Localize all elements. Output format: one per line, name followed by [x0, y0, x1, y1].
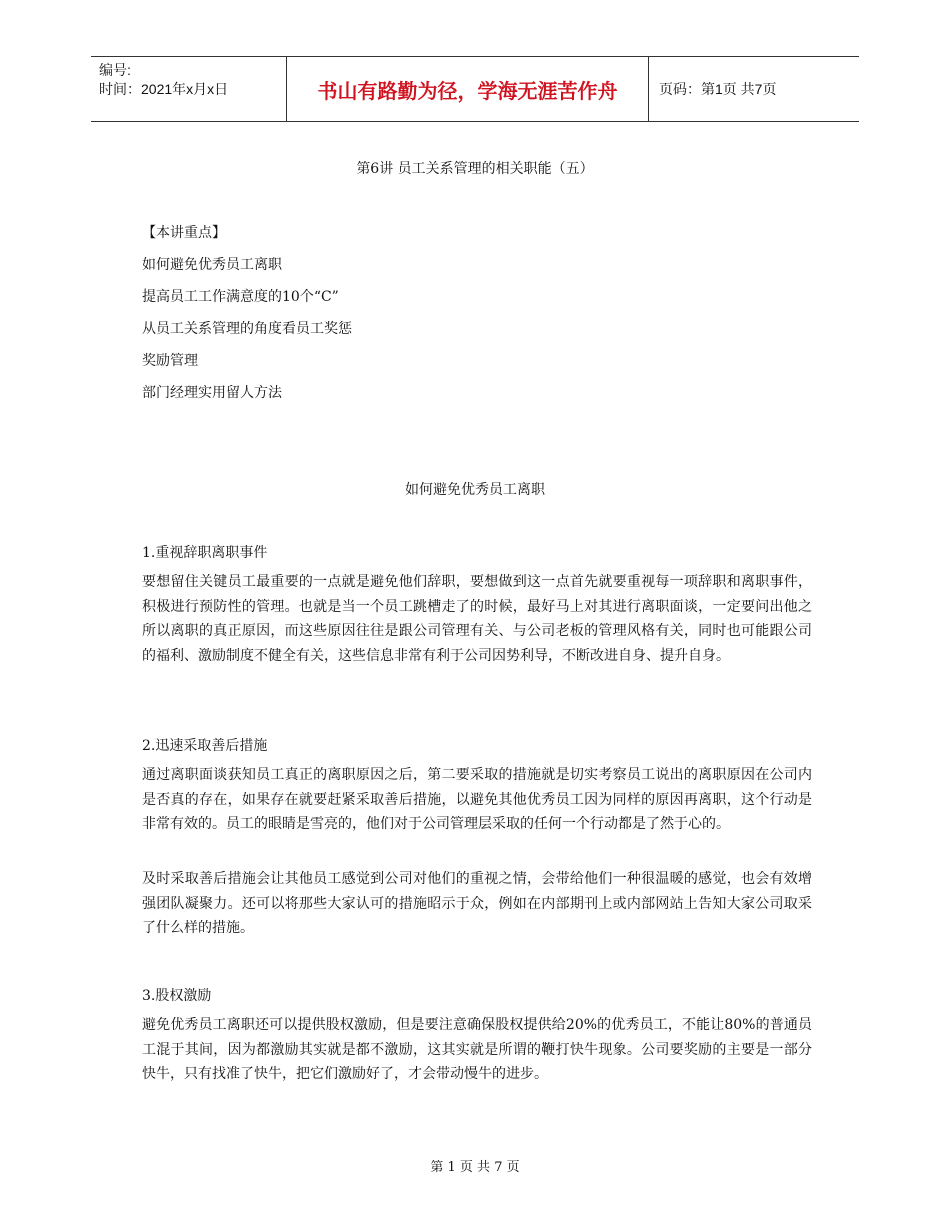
key-point-item: 提高员工工作满意度的10个“C”: [142, 289, 339, 305]
section-paragraph: 要想留住关键员工最重要的一点就是避免他们辞职，要想做到这一点首先就要重视每一项辞职和离职事件，积极进行预防性的管理。也就是当一个员工跳槽走了的时候，最好马上对其进行离职面谈，一定要问出他之所以离职的真正原因，而这些原因往往是跟公司管理有关、与公司老板的管理风格有关，同时也可能跟公司的福利、激励制度不健全有关，这些信息非常有利于公司因势利导，不断改进自身、提升自身。: [142, 574, 812, 664]
key-point-item: 如何避免优秀员工离职: [142, 257, 282, 273]
key-points-heading: 【本讲重点】: [142, 225, 226, 241]
section-paragraph: 避免优秀员工离职还可以提供股权激励，但是要注意确保股权提供给20%的优秀员工，不能让80%的普通员工混于其间，因为都激励其实就是都不激励，这其实就是所谓的鞭打快牛现象。公司要奖励的主要是一部分快牛，只有找准了快牛，把它们激励好了，才会带动慢牛的进步。: [142, 1017, 812, 1082]
time-label: 时间：2021年x月x日: [99, 81, 229, 97]
header-page-info: 页码：第1页 共7页: [659, 81, 777, 97]
section-paragraph: 通过离职面谈获知员工真正的离职原因之后，第二要采取的措施就是切实考察员工说出的离职原因在公司内是否真的存在，如果存在就要赶紧采取善后措施，以避免其他优秀员工因为同样的原因再离职，这个行动是非常有效的。员工的眼睛是雪亮的，他们对于公司管理层采取的任何一个行动都是了然于心的。: [142, 767, 812, 832]
key-point-item: 奖励管理: [142, 353, 198, 369]
section-heading: 1.重视辞职离职事件: [142, 545, 268, 561]
key-point-item: 部门经理实用留人方法: [142, 385, 282, 401]
key-point-item: 从员工关系管理的角度看员工奖惩: [142, 321, 352, 337]
document-header: [91, 56, 859, 122]
section-paragraph: 及时采取善后措施会让其他员工感觉到公司对他们的重视之情，会带给他们一种很温暖的感觉，也会有效增强团队凝聚力。还可以将那些大家认可的措施昭示于众，例如在内部期刊上或内部网站上告知大家公司取采了什么样的措施。: [142, 871, 812, 936]
header-motto: 书山有路勤为径，学海无涯苦作舟: [286, 57, 649, 121]
section-heading: 3.股权激励: [142, 988, 212, 1004]
number-label: 编号:: [99, 62, 131, 78]
header-meta: [91, 57, 286, 121]
page-footer: 第 1 页 共 7 页: [430, 1160, 520, 1175]
section-heading: 2.迅速采取善后措施: [142, 738, 268, 754]
section-title: 如何避免优秀员工离职: [405, 482, 545, 498]
document-title: 第6讲 员工关系管理的相关职能（五）: [356, 161, 594, 177]
